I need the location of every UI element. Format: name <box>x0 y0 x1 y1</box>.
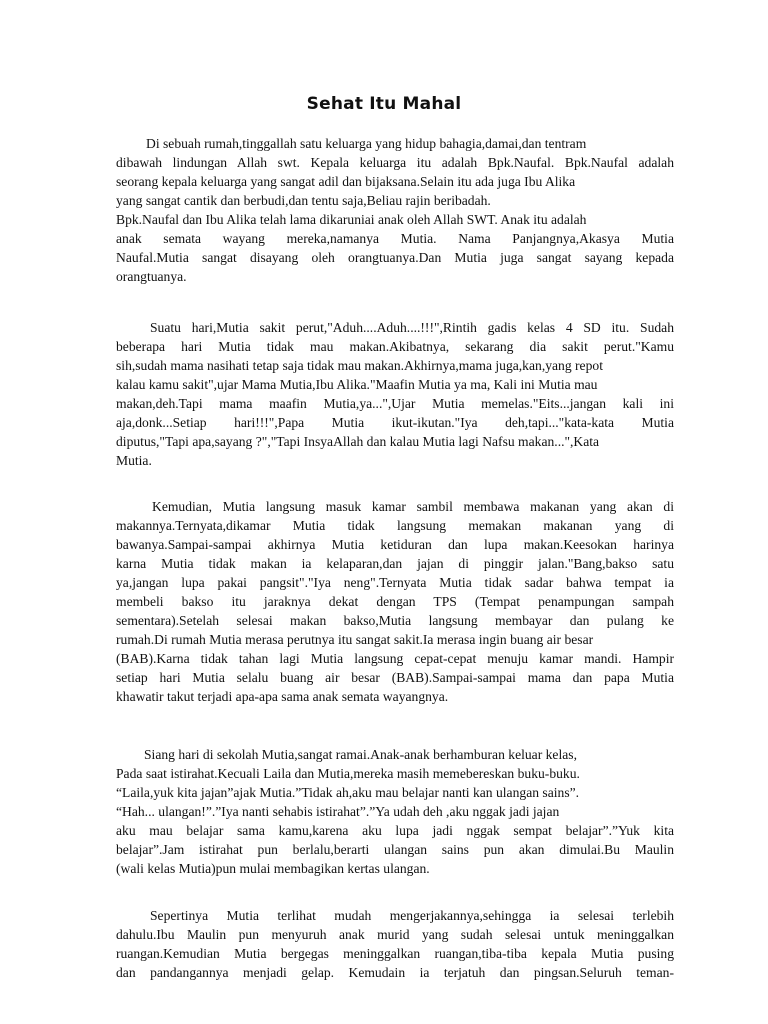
paragraph-line: membeli bakso itu jaraknya dekat dengan TPS (Tempat penampungan sampah <box>116 594 674 609</box>
document-title: Sehat Itu Mahal <box>306 94 462 114</box>
paragraph-line: Suatu hari,Mutia sakit perut,"Aduh....Aduh....!!!",Rintih gadis kelas 4 SD itu. Sudah <box>150 320 674 335</box>
paragraph-line: ya,jangan lupa pakai pangsit"."Iya neng".Ternyata Mutia tidak sadar bahwa tempat ia <box>116 575 674 590</box>
paragraph-line: Kemudian, Mutia langsung masuk kamar sambil membawa makanan yang akan di <box>152 499 674 514</box>
paragraph-line: kalau kamu sakit",ujar Mama Mutia,Ibu Alika."Maafin Mutia ya ma, Kali ini Mutia mau <box>116 377 598 392</box>
paragraph-5 <box>116 906 674 982</box>
paragraph-line: dan pandangannya menjadi gelap. Kemudain ia terjatuh dan pingsan.Seluruh teman- <box>116 965 674 980</box>
paragraph-line: aku mau belajar sama kamu,karena aku lupa jadi nggak sempat belajar”.”Yuk kita <box>116 823 674 838</box>
paragraph-4 <box>116 745 674 878</box>
paragraph-line: belajar”.Jam istirahat pun berlalu,berarti ulangan sains pun akan dimulai.Bu Maulin <box>116 842 674 857</box>
paragraph-line: Bpk.Naufal dan Ibu Alika telah lama dikaruniai anak oleh Allah SWT. Anak itu adalah <box>116 212 587 227</box>
paragraph-line: Di sebuah rumah,tinggallah satu keluarga yang hidup bahagia,damai,dan tentram <box>146 136 587 151</box>
paragraph-line: sih,sudah mama nasihati tetap saja tidak mau makan.Akhirnya,mama juga,kan,yang repot <box>116 358 603 373</box>
paragraph-line: dahulu.Ibu Maulin pun menyuruh anak murid yang sudah selesai untuk meninggalkan <box>116 927 674 942</box>
paragraph-line: setiap hari Mutia selalu buang air besar (BAB).Sampai-sampai mama dan papa Mutia <box>116 670 674 685</box>
paragraph-1 <box>116 134 674 286</box>
paragraph-line: yang sangat cantik dan berbudi,dan tentu saja,Beliau rajin beribadah. <box>116 193 491 208</box>
paragraph-3 <box>116 497 674 706</box>
paragraph-line: diputus,"Tapi apa,sayang ?","Tapi InsyaAllah dan kalau Mutia lagi Nafsu makan...",Kata <box>116 434 600 449</box>
paragraph-line: ruangan.Kemudian Mutia bergegas meninggalkan ruangan,tiba-tiba kepala Mutia pusing <box>116 946 674 961</box>
paragraph-2 <box>116 318 674 470</box>
paragraph-line: khawatir takut terjadi apa-apa sama anak semata wayangnya. <box>116 689 449 704</box>
paragraph-line: Sepertinya Mutia terlihat mudah mengerjakannya,sehingga ia selesai terlebih <box>150 908 674 923</box>
paragraph-line: Mutia. <box>116 453 152 468</box>
paragraph-line: rumah.Di rumah Mutia merasa perutnya itu sangat sakit.Ia merasa ingin buang air besar <box>116 632 594 647</box>
paragraph-line: karna Mutia tidak makan ia kelaparan,dan jajan di pinggir jalan."Bang,bakso satu <box>116 556 674 571</box>
paragraph-line: orangtuanya. <box>116 269 187 284</box>
paragraph-line: makannya.Ternyata,dikamar Mutia tidak langsung memakan makanan yang di <box>116 518 674 533</box>
paragraph-line: (BAB).Karna tidak tahan lagi Mutia langsung cepat-cepat menuju kamar mandi. Hampir <box>116 651 674 666</box>
paragraph-line: anak semata wayang mereka,namanya Mutia. Nama Panjangnya,Akasya Mutia <box>116 231 674 246</box>
paragraph-line: Pada saat istirahat.Kecuali Laila dan Mutia,mereka masih memebereskan buku-buku. <box>116 766 580 781</box>
paragraph-line: aja,donk...Setiap hari!!!",Papa Mutia ikut-ikutan."Iya deh,tapi..."kata-kata Mutia <box>116 415 674 430</box>
paragraph-line: sementara).Setelah selesai makan bakso,Mutia langsung membayar dan pulang ke <box>116 613 674 628</box>
paragraph-line: “Laila,yuk kita jajan”ajak Mutia.”Tidak ah,aku mau belajar nanti kan ulangan sains”. <box>116 785 580 800</box>
paragraph-line: beberapa hari Mutia tidak mau makan.Akibatnya, sekarang dia sakit perut."Kamu <box>116 339 674 354</box>
paragraph-line: dibawah lindungan Allah swt. Kepala keluarga itu adalah Bpk.Naufal. Bpk.Naufal adalah <box>116 155 674 170</box>
paragraph-line: makan,deh.Tapi mama maafin Mutia,ya...",Ujar Mutia memelas."Eits...jangan kali ini <box>116 396 674 411</box>
paragraph-line: (wali kelas Mutia)pun mulai membagikan kertas ulangan. <box>116 861 430 876</box>
paragraph-line: bawanya.Sampai-sampai akhirnya Mutia ketiduran dan lupa makan.Keesokan harinya <box>116 537 674 552</box>
paragraph-line: Naufal.Mutia sangat disayang oleh orangtuanya.Dan Mutia juga sangat sayang kepada <box>116 250 674 265</box>
paragraph-line: Siang hari di sekolah Mutia,sangat ramai.Anak-anak berhamburan keluar kelas, <box>144 747 577 762</box>
paragraph-line: “Hah... ulangan!”.”Iya nanti sehabis istirahat”.”Ya udah deh ,aku nggak jadi jajan <box>116 804 560 819</box>
paragraph-line: seorang kepala keluarga yang sangat adil dan bijaksana.Selain itu ada juga Ibu Alika <box>116 174 576 189</box>
